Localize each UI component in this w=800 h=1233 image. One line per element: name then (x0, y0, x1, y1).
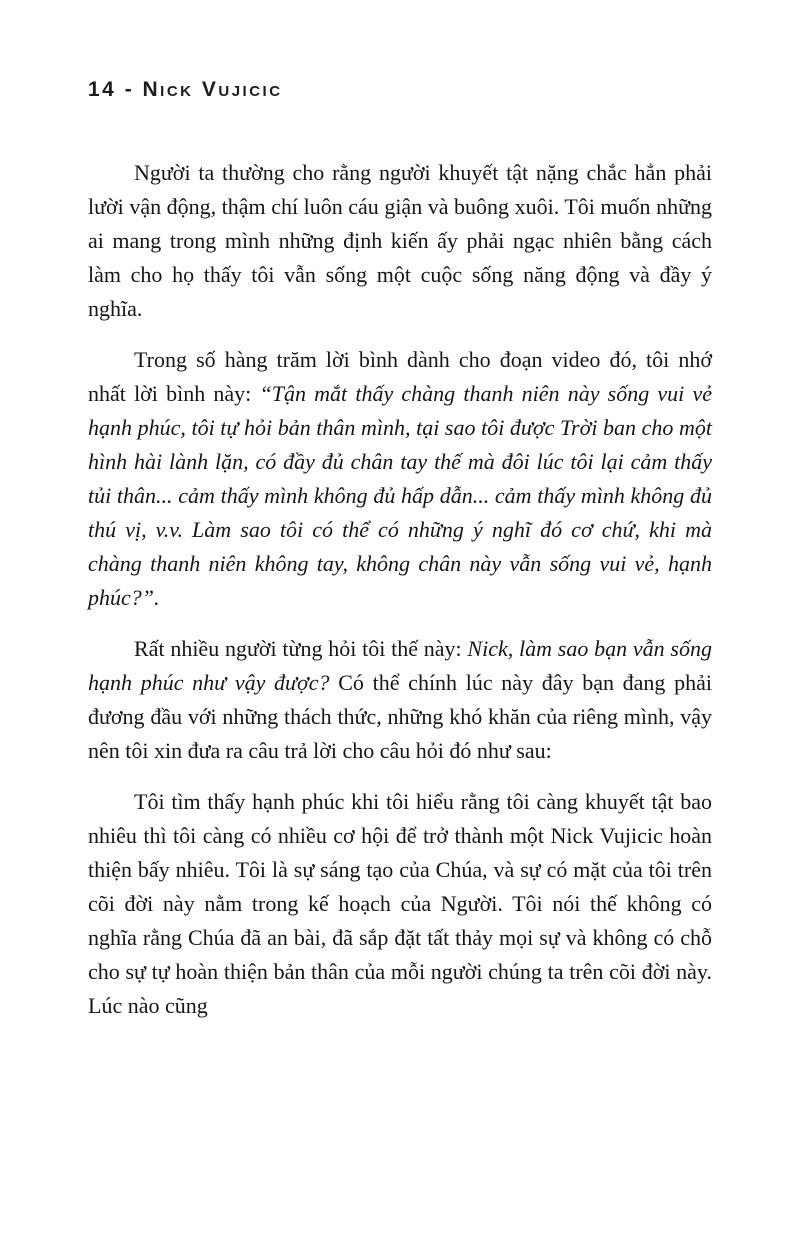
page-number-and-author: 14 - Nick Vujicic (88, 78, 283, 101)
paragraph (88, 156, 712, 326)
paragraph (88, 632, 712, 768)
body-text (88, 156, 712, 1023)
text-run: Trong số hàng trăm lời bình dành cho đoạn video đó, tôi nhớ nhất lời bình này: (88, 347, 712, 406)
text-run: Tôi tìm thấy hạnh phúc khi tôi hiểu rằng tôi càng khuyết tật bao nhiêu thì tôi càng có nhiều cơ hội để trở thành một Nick Vujicic hoàn thiện bấy nhiêu. Tôi là sự sáng tạo của Chúa, và sự có mặt của tôi trên cõi đời này nằm trong kế hoạch của Người. Tôi nói thế không có nghĩa rằng Chúa đã an bài, đã sắp đặt tất thảy mọi sự và không có chỗ cho sự tự hoàn thiện bản thân của mỗi người chúng ta trên cõi đời này. Lúc nào cũng (88, 789, 712, 1018)
text-run: Có thể chính lúc này đây bạn đang phải đương đầu với những thách thức, những khó khăn của riêng mình, vậy nên tôi xin đưa ra câu trả lời cho câu hỏi đó như sau: (88, 670, 712, 763)
text-run: Người ta thường cho rằng người khuyết tật nặng chắc hẳn phải lười vận động, thậm chí luôn cáu giận và buông xuôi. Tôi muốn những ai mang trong mình những định kiến ấy phải ngạc nhiên bằng cách làm cho họ thấy tôi vẫn sống một cuộc sống năng động và đầy ý nghĩa. (88, 160, 712, 321)
text-run-italic-quote: “Tận mắt thấy chàng thanh niên này sống vui vẻ hạnh phúc, tôi tự hỏi bản thân mình, tại sao tôi được Trời ban cho một hình hài lành lặn, có đầy đủ chân tay thế mà đôi lúc tôi lại cảm thấy tủi thân... cảm thấy mình không đủ hấp dẫn... cảm thấy mình không đủ thú vị, v.v. Làm sao tôi có thể có những ý nghĩ đó cơ chứ, khi mà chàng thanh niên không tay, không chân này vẫn sống vui vẻ, hạnh phúc?”. (88, 381, 712, 610)
text-run: Rất nhiều người từng hỏi tôi thế này: (134, 636, 468, 661)
page-header (88, 78, 712, 102)
text-run-italic-question: Nick, làm sao bạn vẫn sống hạnh phúc như vậy được? (88, 636, 712, 695)
paragraph (88, 785, 712, 1023)
paragraph (88, 343, 712, 615)
